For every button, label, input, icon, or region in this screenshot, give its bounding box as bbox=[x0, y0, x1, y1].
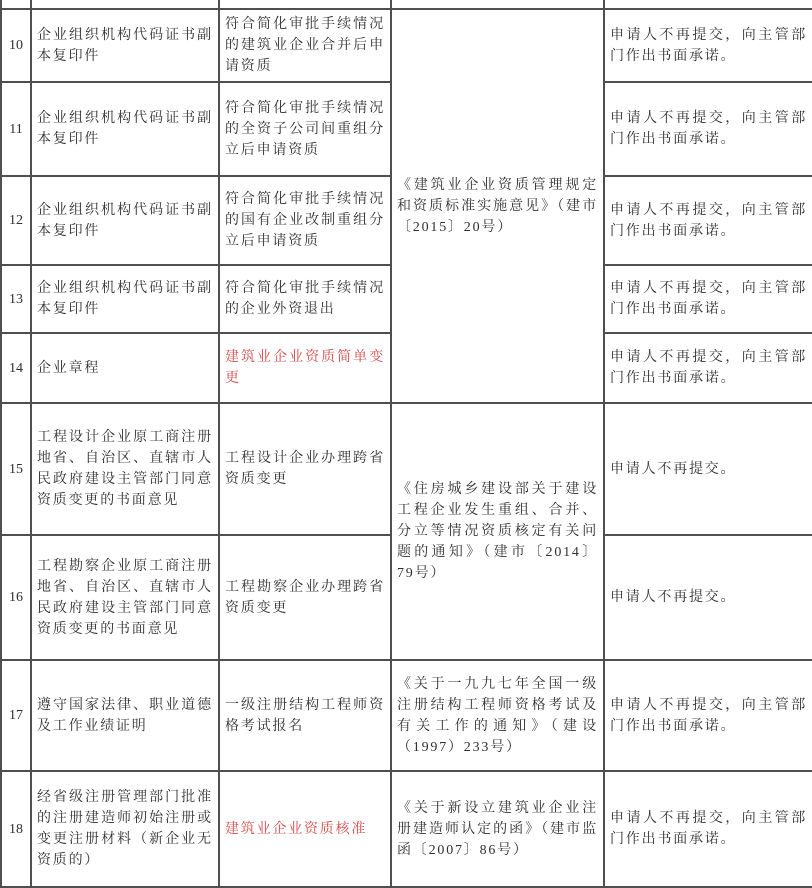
table-row-10 bbox=[1, 9, 812, 82]
material-cell: 企业组织机构代码证书副本复印件 bbox=[31, 265, 219, 333]
situation-cell-red: 建筑业企业资质核准 bbox=[219, 771, 391, 887]
row-number: 14 bbox=[1, 333, 31, 403]
situation-cell: 工程勘察企业办理跨省资质变更 bbox=[219, 535, 391, 660]
material-cell: 企业组织机构代码证书副本复印件 bbox=[31, 82, 219, 176]
empty-cell bbox=[219, 0, 391, 9]
material-cell: 企业章程 bbox=[31, 333, 219, 403]
row-number: 17 bbox=[1, 660, 31, 771]
situation-cell: 符合简化审批手续情况的国有企业改制重组分立后申请资质 bbox=[219, 176, 391, 265]
row-number: 10 bbox=[1, 9, 31, 82]
basis-cell: 《关于一九九七年全国一级注册结构工程师资格考试及有关工作的通知》（建设（1997）233号） bbox=[391, 660, 604, 771]
material-cell: 经省级注册管理部门批准的注册建造师初始注册或变更注册材料（新企业无资质的） bbox=[31, 771, 219, 887]
partial-row-top bbox=[1, 0, 812, 9]
action-cell: 申请人不再提交，向主管部门作出书面承诺。 bbox=[604, 660, 812, 771]
empty-cell bbox=[391, 0, 604, 9]
row-number: 12 bbox=[1, 176, 31, 265]
action-cell: 申请人不再提交，向主管部门作出书面承诺。 bbox=[604, 176, 812, 265]
row-number: 11 bbox=[1, 82, 31, 176]
table-row-17 bbox=[1, 660, 812, 771]
table-row-15 bbox=[1, 403, 812, 535]
row-number: 18 bbox=[1, 771, 31, 887]
action-cell: 申请人不再提交，向主管部门作出书面承诺。 bbox=[604, 9, 812, 82]
empty-cell bbox=[31, 0, 219, 9]
action-cell: 申请人不再提交，向主管部门作出书面承诺。 bbox=[604, 82, 812, 176]
material-cell: 工程设计企业原工商注册地省、自治区、直辖市人民政府建设主管部门同意资质变更的书面意见 bbox=[31, 403, 219, 535]
basis-cell: 《关于新设立建筑业企业注册建造师认定的函》（建市监函〔2007〕86号） bbox=[391, 771, 604, 887]
material-cell: 企业组织机构代码证书副本复印件 bbox=[31, 176, 219, 265]
situation-cell-red: 建筑业企业资质简单变更 bbox=[219, 333, 391, 403]
situation-cell: 工程设计企业办理跨省资质变更 bbox=[219, 403, 391, 535]
material-cell: 遵守国家法律、职业道德及工作业绩证明 bbox=[31, 660, 219, 771]
table-row-18 bbox=[1, 771, 812, 887]
action-cell: 申请人不再提交。 bbox=[604, 535, 812, 660]
row-number: 16 bbox=[1, 535, 31, 660]
situation-cell: 一级注册结构工程师资格考试报名 bbox=[219, 660, 391, 771]
empty-cell bbox=[604, 0, 812, 9]
action-cell: 申请人不再提交。 bbox=[604, 403, 812, 535]
basis-cell-merged-15-16: 《住房城乡建设部关于建设工程企业发生重组、合并、分立等情况资质核定有关问题的通知》（建市〔2014〕79号） bbox=[391, 403, 604, 660]
material-cell: 工程勘察企业原工商注册地省、自治区、直辖市人民政府建设主管部门同意资质变更的书面意见 bbox=[31, 535, 219, 660]
action-cell: 申请人不再提交，向主管部门作出书面承诺。 bbox=[604, 265, 812, 333]
empty-cell bbox=[1, 0, 31, 9]
situation-cell: 符合简化审批手续情况的全资子公司间重组分立后申请资质 bbox=[219, 82, 391, 176]
situation-cell: 符合简化审批手续情况的企业外资退出 bbox=[219, 265, 391, 333]
action-cell: 申请人不再提交，向主管部门作出书面承诺。 bbox=[604, 771, 812, 887]
action-cell: 申请人不再提交，向主管部门作出书面承诺。 bbox=[604, 333, 812, 403]
row-number: 13 bbox=[1, 265, 31, 333]
situation-cell: 符合简化审批手续情况的建筑业企业合并后申请资质 bbox=[219, 9, 391, 82]
material-cell: 企业组织机构代码证书副本复印件 bbox=[31, 9, 219, 82]
row-number: 15 bbox=[1, 403, 31, 535]
basis-cell-merged-10-14: 《建筑业企业资质管理规定和资质标准实施意见》（建市〔2015〕20号） bbox=[391, 9, 604, 403]
